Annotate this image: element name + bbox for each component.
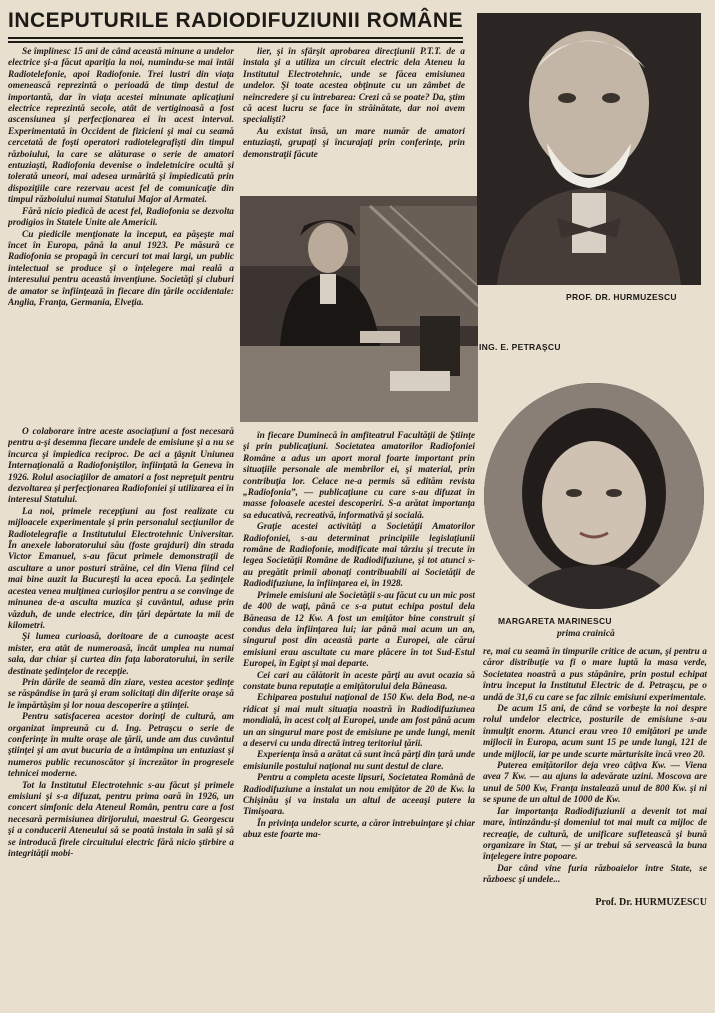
photo-marinescu-image [484, 383, 704, 609]
caption-petrascu: ING. E. PETRAŞCU [479, 342, 561, 352]
photo-petrascu-image [240, 196, 478, 422]
paragraph: Dar când vine furia războaielor între State, se războesc şi undele... [483, 863, 707, 886]
paragraph: Au existat însă, un mare număr de amatori entuziaşti, grupaţi şi încurajaţi prin conferinţe, prin demonstraţii făcute [243, 126, 465, 160]
column-3 [483, 647, 707, 1003]
paragraph: În privinţa undelor scurte, a căror întrebuinţare şi chiar abuz este foarte ma- [243, 818, 475, 841]
paragraph: Cu piedicile menţionate la început, ea păşeşte mai încet în Europa, până la anul 1923. Pe măsură ce Radiofonia se propagă în cercuri tot mai largi, un public intelectual se produce şi o înţelegere mai reală a interesului pentru această invenţiune. Societăţi şi cluburi de amator se înfiinţează în fiecare din ţările occidentale: Anglia, Franţa, Germania, Elveţia. [8, 229, 234, 308]
caption-marinescu-name: MARGARETA MARINESCU [498, 616, 612, 626]
title-rule-bottom [8, 41, 463, 43]
paragraph: Cei cari au călătorit în aceste părţi au avut ocazia să constate buna reputaţie a emiţătorului dela Băneasa. [243, 670, 475, 692]
column-2-bottom [243, 431, 475, 1003]
column-1-top [8, 47, 234, 407]
paragraph: Şi lumea curioasă, doritoare de a cunoaşte acest mister, era atât de numeroasă, încât umplea nu numai sala, dar chiar şi curtea din faţa laboratorului, în serile destinate şedinţelor de recepţie. [8, 632, 234, 677]
paragraph: Graţie acestei activităţi a Societăţii Amatorilor Radiofoniei, s-au determinat principiile legislaţiunii române de Radiofonie, modificate mai târziu şi trecute în legea Societăţii Române de Radiodifuziune, şi tot atunci s-au pregătit primii abonaţi contribuabili ai Societăţii de Radiodifuziune, la înfiinţarea ei, în 1928. [243, 522, 475, 590]
article-title: INCEPUTURILE RADIODIFUZIUNII ROMÂNE [8, 9, 463, 32]
paragraph: O colaborare între aceste asociaţiuni a fost necesară pentru a-şi desemna fiecare undele de emisiune şi a nu se încurca şi împiedica reciproc. De aci a ţâşnit Uniunea Internaţională a Radiofoniştilor, înfiinţată la Geneva în 1926. Rolul asociaţiilor de amatori a fost nepreţuit pentru dezvoltarea şi perfecţionarea Radiofoniei şi utilizarea ei în interesul Statului. [8, 427, 234, 506]
paragraph: Se împlinesc 15 ani de când această minune a undelor electrice şi-a făcut apariţia la noi, numindu-se mai întâi Radiotelefonie, apoi Radiofonie. Trei lustri din viaţa omenească reprezintă o perioadă de timp destul de importantă, dar în viaţa acestei minunate aplicaţiuni electrice reprezintă secole, atât de vertiginoasă a fost ascensiunea şi perfecţionarea ei în acest interval. Experimentată în Occident de fizicieni şi mai cu seamă cercetată de foşti operatori radiotelegrafişti din timpul războiului, la care se alăturase o serie de amatori entuziaşti, Radiofonia devenise o îndeletnicire ocultă şi tolerată uneori, mai adesea urmărită şi împiedicată prin dispoziţiile care rezervau acest fel de comunicaţie din timpul războiului numai Statului Major al Armatei. [8, 47, 234, 206]
paragraph: Puterea emiţătorilor deja vreo câţiva Kw. — Viena avea 7 Kw. — au ajuns la adevărate uzini. Moscova are unul de 500 Kw, Franţa instalează unul de 800 Kw. şi ni se spune de un altul de 1000 de Kw. [483, 761, 707, 806]
paragraph: Primele emisiuni ale Societăţii s-au făcut cu un mic post de 400 de waţi, până ce s-a putut echipa postul dela Băneasa de 12 Kw. A fost un emiţător bine construit şi condus dela înfiinţarea lui; iar până mai acum un an, singurul post din această parte a Europei, ale cărui emisiuni erau ascultate cu mare plăcere în tot Sud-Estul Europei, în Egipt şi mai departe. [243, 590, 475, 670]
paragraph: lier, şi în sfârşit aprobarea direcţiunii P.T.T. de a instala şi a utiliza un circuit electric dela Ateneu la Institutul Electrotehnic, unde se făcea emisiunea undelor. Şi toate acestea obţinute cu un zâmbet de neîncredere şi cu întrebarea: Crezi că se poate? Da, ştim că acest lucru se face în străinătate, dar noi avem specialişti? [243, 47, 465, 126]
paragraph: Iar importanţa Radiodifuziunii a devenit tot mai mare, întinzându-şi domeniul tot mai mult ca mijloc de recreaţie, de cultură, de unificare sufletească şi bună organizare în Stat, — şi ar trebui să servească la buna înţelegere între popoare. [483, 806, 707, 863]
photo-petrascu [240, 196, 478, 422]
paragraph: Experienţa însă a arătat că sunt încă părţi din ţară unde emisiunile postului naţional nu sunt destul de clare. [243, 750, 475, 772]
paragraph: La noi, primele recepţiuni au fost realizate cu mijloacele experimentale şi prin personalul secţiunilor de Radiotelegrafie a Institutului Electrotehnic Universitar. În anexele laboratorului său (foste grajduri) din strada Victor Emanuel, s-au făcut primele demonstraţii de ascultare a unor posturi străine, cel din Viena fiind cel mai bine auzit la Bucureşti la acea epocă. La şedinţele acestea venea mulţimea curioşilor pentru a se convinge de minunea de-a asculta muzica şi cuvântul, aduse prin văzduh, de unde electrice, din ţări depărtate la mii de kilometri. [8, 506, 234, 631]
paragraph: Pentru satisfacerea acestor dorinţi de cultură, am organizat împreună cu d. Ing. Petraşcu o serie de conferinţe în multe oraşe ale ţării, unde am dus cuvântul ştiinţei şi am avut bucuria de a întâmpina un entuziast şi numeros public recunoscător şi încrezător în progresele tehnicei moderne. [8, 712, 234, 780]
photo-hurmuzescu [477, 13, 701, 285]
author-signature: Prof. Dr. HURMUZESCU [595, 896, 707, 908]
photo-hurmuzescu-image [477, 13, 701, 285]
title-rule-top [8, 37, 463, 39]
column-2-top [243, 47, 465, 187]
photo-marinescu [484, 383, 704, 609]
paragraph: Pentru a completa aceste lipsuri, Societatea Română de Radiodifuziune a instalat un nou emiţător de 20 de Kw. la Chişinău şi va instala un altul de aceeaşi putere la Timişoara. [243, 773, 475, 818]
paragraph: Fără nicio piedică de acest fel, Radiofonia se dezvolta prodigios în Statele Unite ale Americii. [8, 206, 234, 229]
paragraph: în fiecare Duminecă în amfiteatrul Facultăţii de Ştiinţe şi prin publicaţiuni. Societatea amatorilor Radiofoniei Române a adus un aport moral foarte important prin situaţiile personale ale membrilor ei, şi material, prin contribuţia lor. Celace ne-a permis să edităm revista „Radiofonia”, — publicaţiune cu care s-au difuzat în masse foloasele acestei descoperiri. S-a arătat importanţa sa educativă, recreativă, informativă şi socială. [243, 431, 475, 521]
paragraph: De acum 15 ani, de când se vorbeşte la noi despre rolul undelor electrice, posturile de emisiune s-au înmulţit enorm. Atunci erau vreo 10 emiţători pe unde mijlocii în Europa, acum sunt 15 pe unde lungi, 121 de unde mijlocii, iar pe unde scurte mărturisite încă vreo 20. [483, 704, 707, 760]
paragraph: Tot la Institutul Electrotehnic s-au făcut şi primele emisiuni şi s-a difuzat, pentru prima oară în 1926, un concert simfonic dela Ateneul Român, pentru care a fost necesară permisiunea dirijorului, maestrul G. Georgescu şi a conducerii Ateneului să se poată instala în sală şi să se introducă firele circuitului electric fără nicio ştirbire a integrităţii mobi- [8, 780, 234, 860]
paragraph: re, mai cu seamă în timpurile critice de acum, şi pentru a căror distribuţie va fi o mare luptă la masa verde, Societatea noastră a pus stăpânire, prin postul echipat întru început la Institutul Electric de d. Petraşcu, pe o undă de 31,6 cu care se fac zilnic emisiuni experimentale. [483, 647, 707, 703]
paragraph: Echiparea postului naţional de 150 Kw. dela Bod, ne-a ridicat şi mai mult situaţia noastră în Radiodifuziunea mondială, în acest colţ al Europei, unde am fost până acum un an singurul mare post de emisiune pe unde lungi, menit a deservi cu unda directă întreg teritoriul ţării. [243, 693, 475, 749]
paragraph: Prin dările de seamă din ziare, vestea acestor şedinţe se răspândise în ţară şi eram solicitaţi din diferite oraşe să le împărtăşim şi lor noua descoperire a ştiinţei. [8, 677, 234, 711]
column-1-bottom [8, 427, 234, 1003]
caption-hurmuzescu: PROF. DR. HURMUZESCU [566, 292, 677, 302]
caption-marinescu-role: prima crainică [557, 629, 615, 639]
